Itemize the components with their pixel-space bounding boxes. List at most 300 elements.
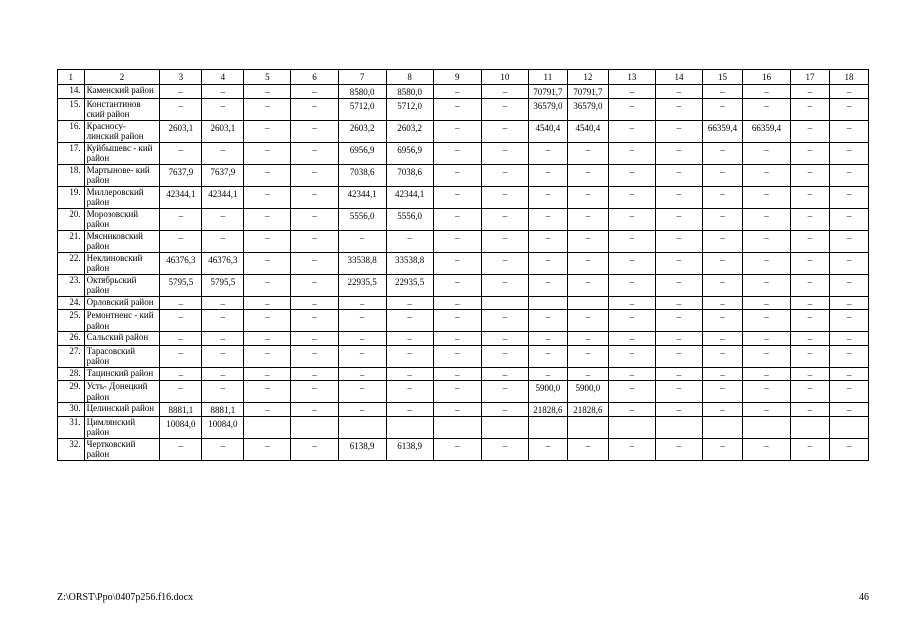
value-cell: – — [567, 164, 608, 186]
value-cell: – — [655, 332, 702, 346]
value-cell: – — [829, 208, 868, 230]
value-cell: 46376,3 — [160, 252, 202, 274]
value-cell: – — [829, 98, 868, 120]
value-cell: – — [433, 252, 481, 274]
value-cell: 7038,6 — [338, 164, 386, 186]
value-cell: – — [829, 367, 868, 381]
value-cell: – — [702, 438, 742, 460]
value-cell: – — [202, 85, 244, 99]
value-cell: – — [386, 332, 433, 346]
value-cell: – — [386, 310, 433, 332]
value-cell: – — [567, 208, 608, 230]
value-cell: – — [202, 367, 244, 381]
value-cell: 5712,0 — [386, 98, 433, 120]
row-number: 17. — [58, 142, 85, 164]
value-cell: – — [433, 186, 481, 208]
value-cell: 42344,1 — [338, 186, 386, 208]
value-cell: 2603,1 — [160, 120, 202, 142]
value-cell: – — [567, 252, 608, 274]
value-cell: – — [742, 296, 790, 310]
value-cell: – — [829, 252, 868, 274]
value-cell — [702, 416, 742, 438]
value-cell: – — [791, 345, 830, 367]
value-cell: – — [608, 98, 655, 120]
value-cell: – — [433, 345, 481, 367]
value-cell: – — [160, 208, 202, 230]
value-cell: 22935,5 — [338, 274, 386, 296]
table-row — [58, 208, 869, 230]
value-cell: – — [244, 403, 291, 417]
value-cell: – — [433, 381, 481, 403]
value-cell: – — [608, 142, 655, 164]
value-cell: – — [481, 120, 528, 142]
value-cell: – — [742, 208, 790, 230]
district-name: Куйбышевс - кий район — [84, 142, 160, 164]
value-cell: – — [244, 296, 291, 310]
district-name: Константинов ский район — [84, 98, 160, 120]
value-cell: – — [433, 367, 481, 381]
value-cell: – — [829, 310, 868, 332]
value-cell: – — [829, 332, 868, 346]
value-cell: – — [829, 438, 868, 460]
value-cell: – — [481, 98, 528, 120]
row-number: 32. — [58, 438, 85, 460]
value-cell: 33538,8 — [386, 252, 433, 274]
value-cell: – — [567, 438, 608, 460]
value-cell: – — [244, 85, 291, 99]
value-cell: – — [386, 230, 433, 252]
value-cell: – — [291, 381, 338, 403]
value-cell: – — [244, 186, 291, 208]
table-row — [58, 403, 869, 417]
value-cell: – — [608, 403, 655, 417]
value-cell: – — [160, 296, 202, 310]
value-cell — [291, 416, 338, 438]
value-cell: – — [608, 345, 655, 367]
value-cell: – — [244, 120, 291, 142]
value-cell: – — [608, 208, 655, 230]
value-cell: – — [528, 332, 567, 346]
district-name: Октябрьский район — [84, 274, 160, 296]
value-cell — [528, 296, 567, 310]
table-row — [58, 85, 869, 99]
value-cell: 10084,0 — [160, 416, 202, 438]
value-cell: – — [481, 252, 528, 274]
row-number: 23. — [58, 274, 85, 296]
value-cell: – — [291, 208, 338, 230]
value-cell — [567, 296, 608, 310]
value-cell: – — [244, 310, 291, 332]
row-number: 18. — [58, 164, 85, 186]
value-cell: – — [244, 252, 291, 274]
value-cell: – — [291, 310, 338, 332]
value-cell: – — [244, 345, 291, 367]
value-cell: – — [567, 332, 608, 346]
value-cell: 42344,1 — [160, 186, 202, 208]
district-name: Мартынове- кий район — [84, 164, 160, 186]
value-cell: – — [791, 186, 830, 208]
value-cell: – — [829, 274, 868, 296]
value-cell: – — [567, 230, 608, 252]
value-cell: – — [291, 252, 338, 274]
value-cell: – — [742, 367, 790, 381]
value-cell: – — [791, 85, 830, 99]
value-cell: – — [608, 381, 655, 403]
column-header: 7 — [338, 70, 386, 85]
value-cell: – — [742, 230, 790, 252]
value-cell: – — [202, 310, 244, 332]
table-row — [58, 332, 869, 346]
value-cell: – — [608, 252, 655, 274]
district-name: Миллеровский район — [84, 186, 160, 208]
value-cell: – — [481, 142, 528, 164]
table-row — [58, 120, 869, 142]
value-cell: – — [481, 274, 528, 296]
value-cell: – — [567, 142, 608, 164]
footer-page-number: 46 — [859, 592, 869, 603]
value-cell: – — [202, 345, 244, 367]
value-cell: – — [244, 381, 291, 403]
value-cell: – — [829, 296, 868, 310]
value-cell: 42344,1 — [202, 186, 244, 208]
table-row — [58, 345, 869, 367]
value-cell: – — [655, 98, 702, 120]
column-header: 9 — [433, 70, 481, 85]
value-cell: – — [433, 274, 481, 296]
value-cell: – — [386, 296, 433, 310]
row-number: 16. — [58, 120, 85, 142]
value-cell: – — [567, 345, 608, 367]
value-cell: – — [702, 310, 742, 332]
value-cell: – — [433, 120, 481, 142]
value-cell: 21828,6 — [528, 403, 567, 417]
value-cell: – — [829, 120, 868, 142]
column-header: 2 — [84, 70, 160, 85]
value-cell: – — [608, 274, 655, 296]
row-number: 24. — [58, 296, 85, 310]
table-row — [58, 367, 869, 381]
value-cell: – — [702, 332, 742, 346]
value-cell: 42344,1 — [386, 186, 433, 208]
column-header: 17 — [791, 70, 830, 85]
value-cell: – — [202, 98, 244, 120]
value-cell: – — [202, 381, 244, 403]
value-cell: – — [829, 142, 868, 164]
value-cell: – — [160, 310, 202, 332]
value-cell: – — [160, 367, 202, 381]
district-name: Каменский район — [84, 85, 160, 99]
value-cell: – — [433, 403, 481, 417]
value-cell: – — [202, 296, 244, 310]
value-cell: – — [702, 274, 742, 296]
value-cell: – — [702, 296, 742, 310]
value-cell: – — [567, 274, 608, 296]
district-name: Красносу- линский район — [84, 120, 160, 142]
value-cell: – — [481, 403, 528, 417]
value-cell: 2603,2 — [338, 120, 386, 142]
table-row — [58, 142, 869, 164]
value-cell: – — [655, 186, 702, 208]
value-cell: – — [244, 142, 291, 164]
value-cell: – — [202, 208, 244, 230]
column-header: 18 — [829, 70, 868, 85]
value-cell: – — [528, 164, 567, 186]
value-cell: 7637,9 — [202, 164, 244, 186]
value-cell: – — [481, 230, 528, 252]
value-cell: – — [481, 345, 528, 367]
column-header: 6 — [291, 70, 338, 85]
value-cell: 7038,6 — [386, 164, 433, 186]
value-cell: – — [702, 381, 742, 403]
value-cell: 5900,0 — [567, 381, 608, 403]
value-cell: – — [338, 230, 386, 252]
value-cell: – — [567, 367, 608, 381]
row-number: 19. — [58, 186, 85, 208]
value-cell: – — [655, 85, 702, 99]
value-cell: – — [160, 381, 202, 403]
value-cell: – — [244, 438, 291, 460]
district-name: Сальский район — [84, 332, 160, 346]
value-cell: – — [481, 381, 528, 403]
value-cell: – — [338, 310, 386, 332]
district-name: Неклиновский район — [84, 252, 160, 274]
column-header: 16 — [742, 70, 790, 85]
value-cell: – — [742, 252, 790, 274]
value-cell: – — [791, 367, 830, 381]
value-cell: – — [202, 438, 244, 460]
value-cell: 6956,9 — [338, 142, 386, 164]
value-cell: – — [742, 85, 790, 99]
value-cell: – — [244, 274, 291, 296]
value-cell: – — [791, 142, 830, 164]
value-cell: 66359,4 — [742, 120, 790, 142]
value-cell: – — [655, 252, 702, 274]
row-number: 20. — [58, 208, 85, 230]
value-cell: – — [244, 332, 291, 346]
value-cell: – — [829, 186, 868, 208]
value-cell: – — [655, 296, 702, 310]
column-header: 15 — [702, 70, 742, 85]
value-cell: – — [742, 438, 790, 460]
value-cell: – — [386, 367, 433, 381]
value-cell: – — [528, 310, 567, 332]
district-name: Орловский район — [84, 296, 160, 310]
value-cell: – — [791, 252, 830, 274]
value-cell — [567, 416, 608, 438]
value-cell: – — [829, 345, 868, 367]
value-cell: – — [702, 164, 742, 186]
value-cell: – — [742, 345, 790, 367]
table-row — [58, 296, 869, 310]
value-cell: – — [567, 186, 608, 208]
value-cell — [433, 416, 481, 438]
value-cell: – — [481, 367, 528, 381]
value-cell: – — [608, 164, 655, 186]
table-row — [58, 416, 869, 438]
value-cell: – — [791, 403, 830, 417]
value-cell: – — [702, 85, 742, 99]
value-cell: – — [608, 85, 655, 99]
district-name: Чертковский район — [84, 438, 160, 460]
row-number: 26. — [58, 332, 85, 346]
value-cell: 22935,5 — [386, 274, 433, 296]
value-cell: – — [702, 208, 742, 230]
value-cell: – — [338, 403, 386, 417]
value-cell: – — [202, 230, 244, 252]
value-cell: 33538,8 — [338, 252, 386, 274]
value-cell: – — [386, 345, 433, 367]
row-number: 27. — [58, 345, 85, 367]
value-cell: 5556,0 — [338, 208, 386, 230]
value-cell: – — [702, 403, 742, 417]
district-name: Ремонтненс - кий район — [84, 310, 160, 332]
value-cell — [742, 416, 790, 438]
value-cell: 5900,0 — [528, 381, 567, 403]
table-row — [58, 98, 869, 120]
value-cell: – — [608, 310, 655, 332]
value-cell: – — [742, 310, 790, 332]
value-cell: – — [291, 274, 338, 296]
column-header: 12 — [567, 70, 608, 85]
value-cell: – — [291, 186, 338, 208]
value-cell: – — [160, 85, 202, 99]
value-cell: – — [386, 403, 433, 417]
value-cell: – — [338, 345, 386, 367]
district-name: Тацинский район — [84, 367, 160, 381]
value-cell: – — [481, 164, 528, 186]
value-cell: – — [528, 438, 567, 460]
column-header: 5 — [244, 70, 291, 85]
value-cell: – — [655, 120, 702, 142]
value-cell: – — [291, 142, 338, 164]
value-cell: – — [160, 332, 202, 346]
value-cell: – — [528, 208, 567, 230]
column-header: 13 — [608, 70, 655, 85]
value-cell — [481, 416, 528, 438]
value-cell: – — [829, 230, 868, 252]
value-cell: – — [244, 367, 291, 381]
value-cell: – — [702, 345, 742, 367]
value-cell: 8580,0 — [386, 85, 433, 99]
value-cell: – — [291, 296, 338, 310]
district-name: Цимлянский район — [84, 416, 160, 438]
value-cell: – — [655, 142, 702, 164]
district-name: Усть- Донецкий район — [84, 381, 160, 403]
value-cell: 4540,4 — [567, 120, 608, 142]
value-cell — [338, 416, 386, 438]
value-cell: – — [608, 367, 655, 381]
value-cell: – — [291, 98, 338, 120]
value-cell: 5712,0 — [338, 98, 386, 120]
value-cell: – — [481, 438, 528, 460]
value-cell: – — [528, 142, 567, 164]
value-cell: 21828,6 — [567, 403, 608, 417]
value-cell: – — [742, 164, 790, 186]
value-cell: – — [742, 274, 790, 296]
value-cell: – — [829, 164, 868, 186]
value-cell: – — [528, 252, 567, 274]
value-cell: – — [244, 230, 291, 252]
value-cell: – — [608, 186, 655, 208]
value-cell: – — [655, 230, 702, 252]
value-cell: – — [655, 438, 702, 460]
value-cell: – — [791, 208, 830, 230]
value-cell: – — [433, 230, 481, 252]
value-cell: – — [481, 85, 528, 99]
district-name: Мясниковский район — [84, 230, 160, 252]
value-cell: – — [291, 345, 338, 367]
value-cell: – — [160, 230, 202, 252]
column-header: 10 — [481, 70, 528, 85]
value-cell: – — [481, 310, 528, 332]
column-header: 11 — [528, 70, 567, 85]
value-cell: – — [160, 142, 202, 164]
value-cell: 8881,1 — [202, 403, 244, 417]
value-cell: – — [481, 208, 528, 230]
value-cell: – — [655, 367, 702, 381]
value-cell: – — [791, 438, 830, 460]
value-cell: – — [742, 381, 790, 403]
value-cell: – — [791, 332, 830, 346]
table-row — [58, 230, 869, 252]
table-row — [58, 164, 869, 186]
row-number: 21. — [58, 230, 85, 252]
value-cell: – — [291, 438, 338, 460]
value-cell: – — [742, 98, 790, 120]
value-cell: – — [528, 230, 567, 252]
column-header: 14 — [655, 70, 702, 85]
table-row — [58, 381, 869, 403]
value-cell: – — [655, 345, 702, 367]
value-cell: – — [291, 85, 338, 99]
value-cell: – — [160, 98, 202, 120]
column-header: 1 — [58, 70, 85, 85]
value-cell: – — [702, 252, 742, 274]
column-header: 3 — [160, 70, 202, 85]
value-cell: – — [702, 98, 742, 120]
value-cell: 36579,0 — [567, 98, 608, 120]
value-cell: 2603,1 — [202, 120, 244, 142]
value-cell: – — [608, 332, 655, 346]
value-cell: – — [791, 274, 830, 296]
value-cell: – — [244, 98, 291, 120]
value-cell: – — [791, 296, 830, 310]
value-cell: – — [433, 98, 481, 120]
value-cell: 5795,5 — [160, 274, 202, 296]
value-cell: – — [291, 403, 338, 417]
value-cell: – — [702, 230, 742, 252]
value-cell — [829, 416, 868, 438]
column-header: 4 — [202, 70, 244, 85]
value-cell: – — [829, 85, 868, 99]
value-cell: – — [655, 403, 702, 417]
value-cell: – — [338, 367, 386, 381]
value-cell: – — [291, 332, 338, 346]
row-number: 22. — [58, 252, 85, 274]
value-cell: – — [433, 296, 481, 310]
value-cell: – — [244, 208, 291, 230]
row-number: 14. — [58, 85, 85, 99]
value-cell: – — [160, 438, 202, 460]
value-cell: – — [481, 186, 528, 208]
table-row — [58, 310, 869, 332]
value-cell: – — [433, 142, 481, 164]
value-cell: – — [433, 164, 481, 186]
district-name: Целинский район — [84, 403, 160, 417]
value-cell: – — [655, 208, 702, 230]
value-cell: 46376,3 — [202, 252, 244, 274]
value-cell: – — [291, 230, 338, 252]
